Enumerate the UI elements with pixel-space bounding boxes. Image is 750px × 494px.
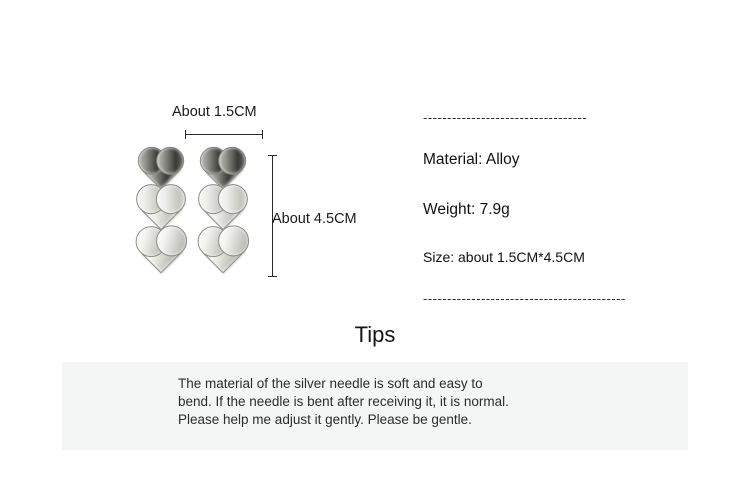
tips-text xyxy=(178,375,598,429)
width-ruler-cap-right xyxy=(262,130,263,139)
earring-right xyxy=(195,152,250,287)
width-measurement-ruler xyxy=(185,130,263,139)
heart-charm-middle-left xyxy=(139,188,181,230)
tips-title: Tips xyxy=(354,322,396,347)
spec-size: Size: about 1.5CM*4.5CM xyxy=(423,249,585,265)
product-illustration xyxy=(0,0,400,320)
width-measurement-label: About 1.5CM xyxy=(172,104,257,120)
heart-earrings-image xyxy=(133,152,258,287)
specification-list xyxy=(423,110,723,306)
heart-charm-bottom-right xyxy=(201,230,245,274)
heart-charm-bottom-left xyxy=(139,230,183,274)
tips-line-3: Please help me adjust it gently. Please be gentle. xyxy=(178,412,472,427)
tips-line-2: bend. If the needle is bent after receiving it, it is normal. xyxy=(178,394,509,409)
width-ruler-bar xyxy=(185,134,263,135)
height-ruler-cap-bottom xyxy=(268,276,277,277)
spec-divider-bottom: ------------------------------------------ xyxy=(423,291,626,306)
heart-charm-middle-right xyxy=(201,188,243,230)
spec-divider-top: ---------------------------------- xyxy=(423,110,588,125)
spec-material: Material: Alloy xyxy=(423,151,520,168)
spec-weight: Weight: 7.9g xyxy=(423,201,510,218)
tips-line-1: The material of the silver needle is soft and easy to xyxy=(178,376,483,391)
height-measurement-label: About 4.5CM xyxy=(272,211,357,227)
earring-left xyxy=(133,152,188,287)
